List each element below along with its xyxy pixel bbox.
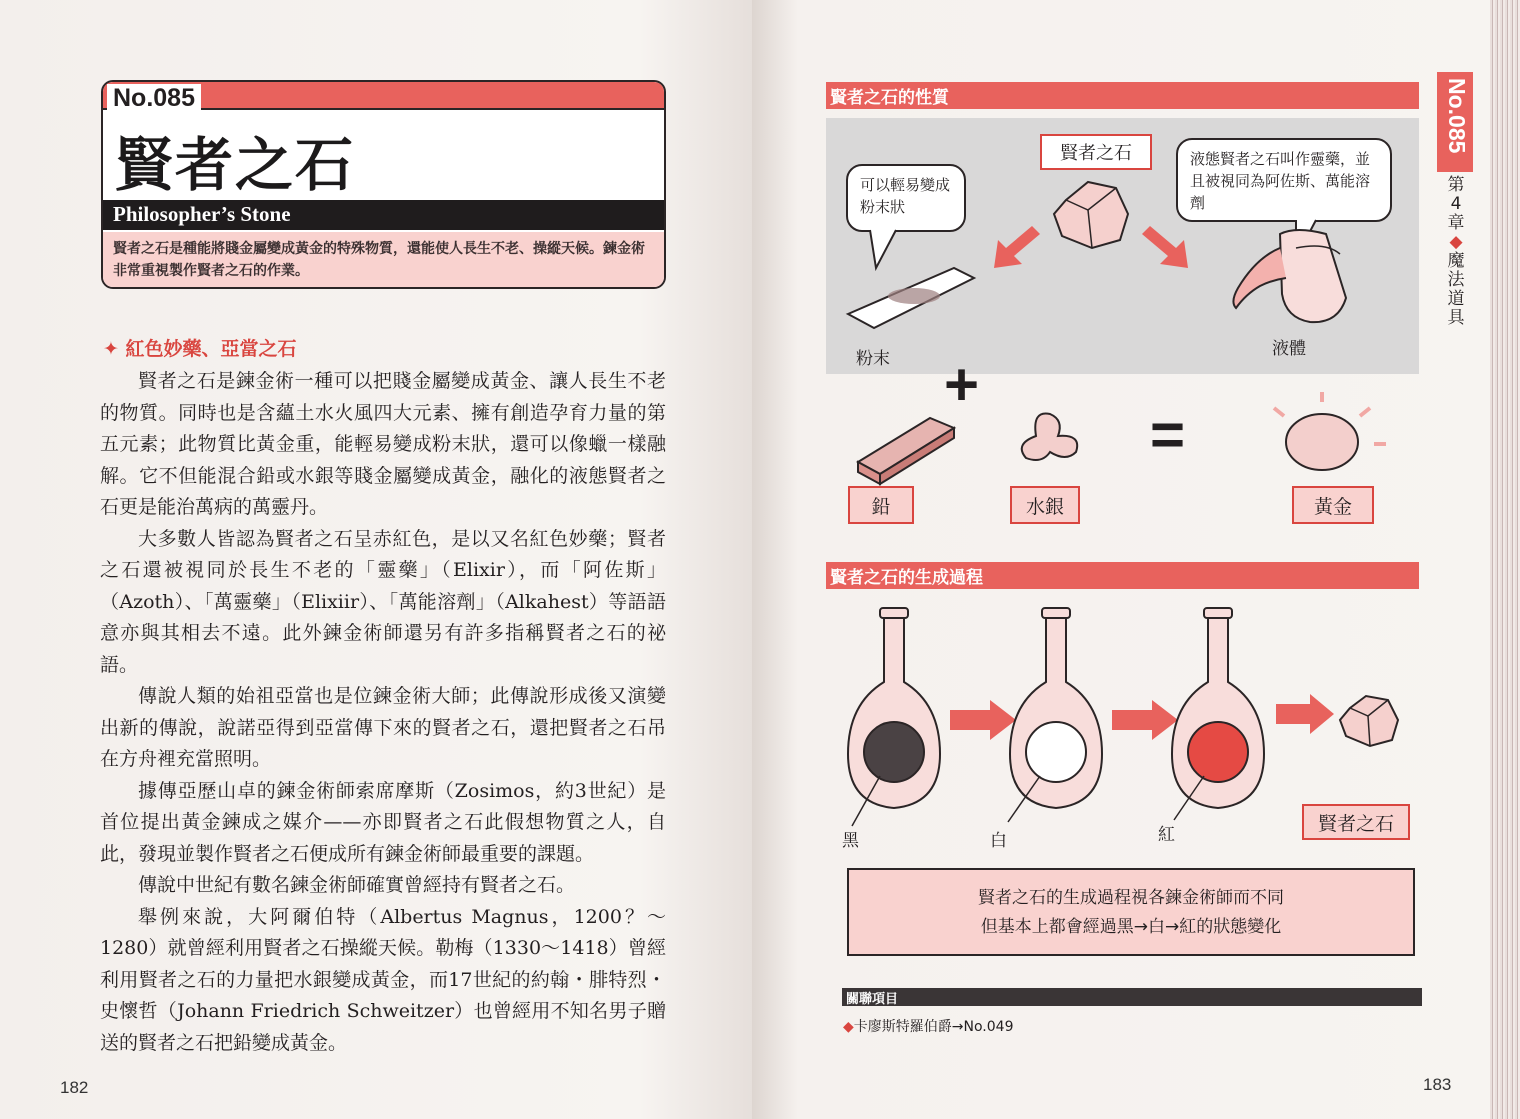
diamond-icon: ◆ bbox=[1449, 232, 1463, 252]
arrow-right-icon bbox=[950, 700, 1016, 740]
flask-red-icon bbox=[1172, 608, 1264, 820]
chapter-char: 法 bbox=[1447, 270, 1465, 290]
paragraph: 舉例來說，大阿爾伯特（Albertus Magnus，1200？～1280）就曾經利用賢者之石操縱天候。勒梅（1330～1418）曾經利用賢者之石的力量把水銀變成黃金，而17世紀的約翰・腓特烈・史懷哲（Johann Friedrich Schweitzer）也曾經用不知名男子贈送的賢者之石把鉛變成黃金。 bbox=[100, 905, 666, 1054]
stage-label-red: 紅 bbox=[1158, 825, 1175, 845]
chapter-char: 第 bbox=[1447, 175, 1465, 195]
result-label: 賢者之石 bbox=[1302, 804, 1410, 840]
page-edge bbox=[1490, 0, 1520, 1119]
stone-result-icon bbox=[1340, 696, 1398, 746]
mercury-blob-icon bbox=[1022, 413, 1077, 460]
paragraph: 據傳亞歷山卓的鍊金術師索席摩斯（Zosimos，約3世紀）是首位提出黃金鍊成之媒介——亦即賢者之石此假想物質之人，自此，發現並製作賢者之石便成所有鍊金術師最重要的課題。 bbox=[100, 779, 666, 865]
summary-line: 賢者之石的生成過程視各鍊金術師而不同 bbox=[978, 888, 1284, 908]
section-title: 賢者之石的性質 bbox=[830, 88, 949, 108]
entry-subtitle: Philosopher’s Stone bbox=[113, 202, 291, 226]
flask-white-icon bbox=[1008, 608, 1102, 822]
chapter-char: 章 bbox=[1447, 213, 1465, 233]
chapter-char: 4 bbox=[1450, 194, 1462, 214]
chapter-char: 道 bbox=[1447, 289, 1465, 309]
powder-icon bbox=[848, 268, 974, 328]
liquid-beaker-icon bbox=[1233, 230, 1346, 322]
section-title: 賢者之石的生成過程 bbox=[830, 568, 983, 588]
mercury-label: 水銀 bbox=[1010, 486, 1080, 524]
bubble-tail bbox=[870, 230, 896, 268]
bubble-powder: 可以輕易變成粉末狀 bbox=[846, 164, 966, 232]
entry-number: No.085 bbox=[107, 84, 201, 112]
side-tab bbox=[1437, 72, 1473, 172]
page-number: 183 bbox=[1423, 1075, 1452, 1094]
entry-title: 賢者之石 bbox=[115, 131, 356, 199]
section-bar-process bbox=[826, 562, 1419, 589]
side-tab-number: No.085 bbox=[1444, 78, 1470, 154]
section-bar-properties bbox=[826, 82, 1419, 109]
diamond-icon: ◆ bbox=[843, 1019, 854, 1035]
stone-label: 賢者之石 bbox=[1040, 134, 1152, 170]
arrow-down-right-icon bbox=[1142, 226, 1188, 268]
arrow-right-icon bbox=[1112, 700, 1178, 740]
paragraph: 賢者之石是鍊金術一種可以把賤金屬變成黃金、讓人長生不老的物質。同時也是含蘊土水火風四大元素、擁有創造孕育力量的第五元素；此物質比黃金重，能輕易變成粉末狀，還可以像蠟一樣融解。它不但能混合鉛或水銀等賤金屬變成黃金，融化的液態賢者之石更是能治萬病的萬靈丹。 bbox=[100, 370, 666, 518]
entry-header bbox=[101, 80, 666, 289]
paragraph: 傳說人類的始祖亞當也是位鍊金術大師；此傳說形成後又演變出新的傳說，說諾亞得到亞當傳下來的賢者之石，還把賢者之石吊在方舟裡充當照明。 bbox=[100, 685, 666, 770]
arrow-down-left-icon bbox=[994, 226, 1040, 268]
body-text bbox=[100, 366, 666, 1059]
paragraph: 大多數人皆認為賢者之石呈赤紅色，是以又名紅色妙藥；賢者之石還被視同於長生不老的「靈藥」（Elixir），而「阿佐斯」（Azoth）、「萬靈藥」（Elixiir）、「萬能溶劑」（Alkahest）等語語意亦與其相去不遠。此外鍊金術師還另有許多指稱賢者之石的祕語。 bbox=[100, 527, 666, 676]
page-number: 182 bbox=[60, 1078, 89, 1097]
related-items-bar bbox=[842, 988, 1422, 1006]
section-heading: ✦ 紅色妙藥、亞當之石 bbox=[103, 338, 297, 360]
chapter-label bbox=[1444, 176, 1468, 328]
related-link-text[interactable]: 卡廖斯特羅伯爵→No.049 bbox=[853, 1019, 1014, 1035]
stone-icon bbox=[1054, 182, 1128, 248]
lead-ingot-icon bbox=[858, 418, 954, 484]
process-summary-box bbox=[847, 868, 1415, 956]
summary-line: 但基本上都會經過黑→白→紅的狀態變化 bbox=[980, 917, 1282, 937]
paragraph: 傳說中世紀有數名鍊金術師確實曾經持有賢者之石。 bbox=[138, 874, 576, 896]
entry-summary: 賢者之石是種能將賤金屬變成黃金的特殊物質，還能使人長生不老、操縱天候。鍊金術非常重視製作賢者之石的作業。 bbox=[103, 232, 664, 287]
subtitle-bar bbox=[103, 200, 664, 230]
equation-illustration bbox=[850, 400, 1450, 500]
bubble-liquid: 液態賢者之石叫作靈藥，並且被視同為阿佐斯、萬能溶劑 bbox=[1176, 138, 1392, 222]
lead-label: 鉛 bbox=[848, 486, 914, 524]
gold-label: 黃金 bbox=[1292, 486, 1374, 524]
equals-sign: = bbox=[1150, 401, 1186, 468]
liquid-label: 液體 bbox=[1272, 339, 1306, 359]
arrow-right-icon bbox=[1276, 694, 1334, 734]
stage-label-white: 白 bbox=[990, 831, 1007, 851]
left-page bbox=[0, 0, 752, 1119]
plus-sign: + bbox=[944, 351, 980, 418]
related-link[interactable] bbox=[843, 1016, 1013, 1036]
chapter-char: 魔 bbox=[1447, 251, 1465, 271]
gold-nugget-icon bbox=[1286, 414, 1358, 470]
related-items-title: 關聯項目 bbox=[846, 992, 899, 1007]
chapter-char: 具 bbox=[1447, 308, 1465, 328]
stage-label-black: 黑 bbox=[842, 831, 859, 851]
flask-black-icon bbox=[848, 608, 940, 826]
powder-label: 粉末 bbox=[856, 349, 890, 369]
properties-illustration bbox=[826, 118, 1419, 374]
